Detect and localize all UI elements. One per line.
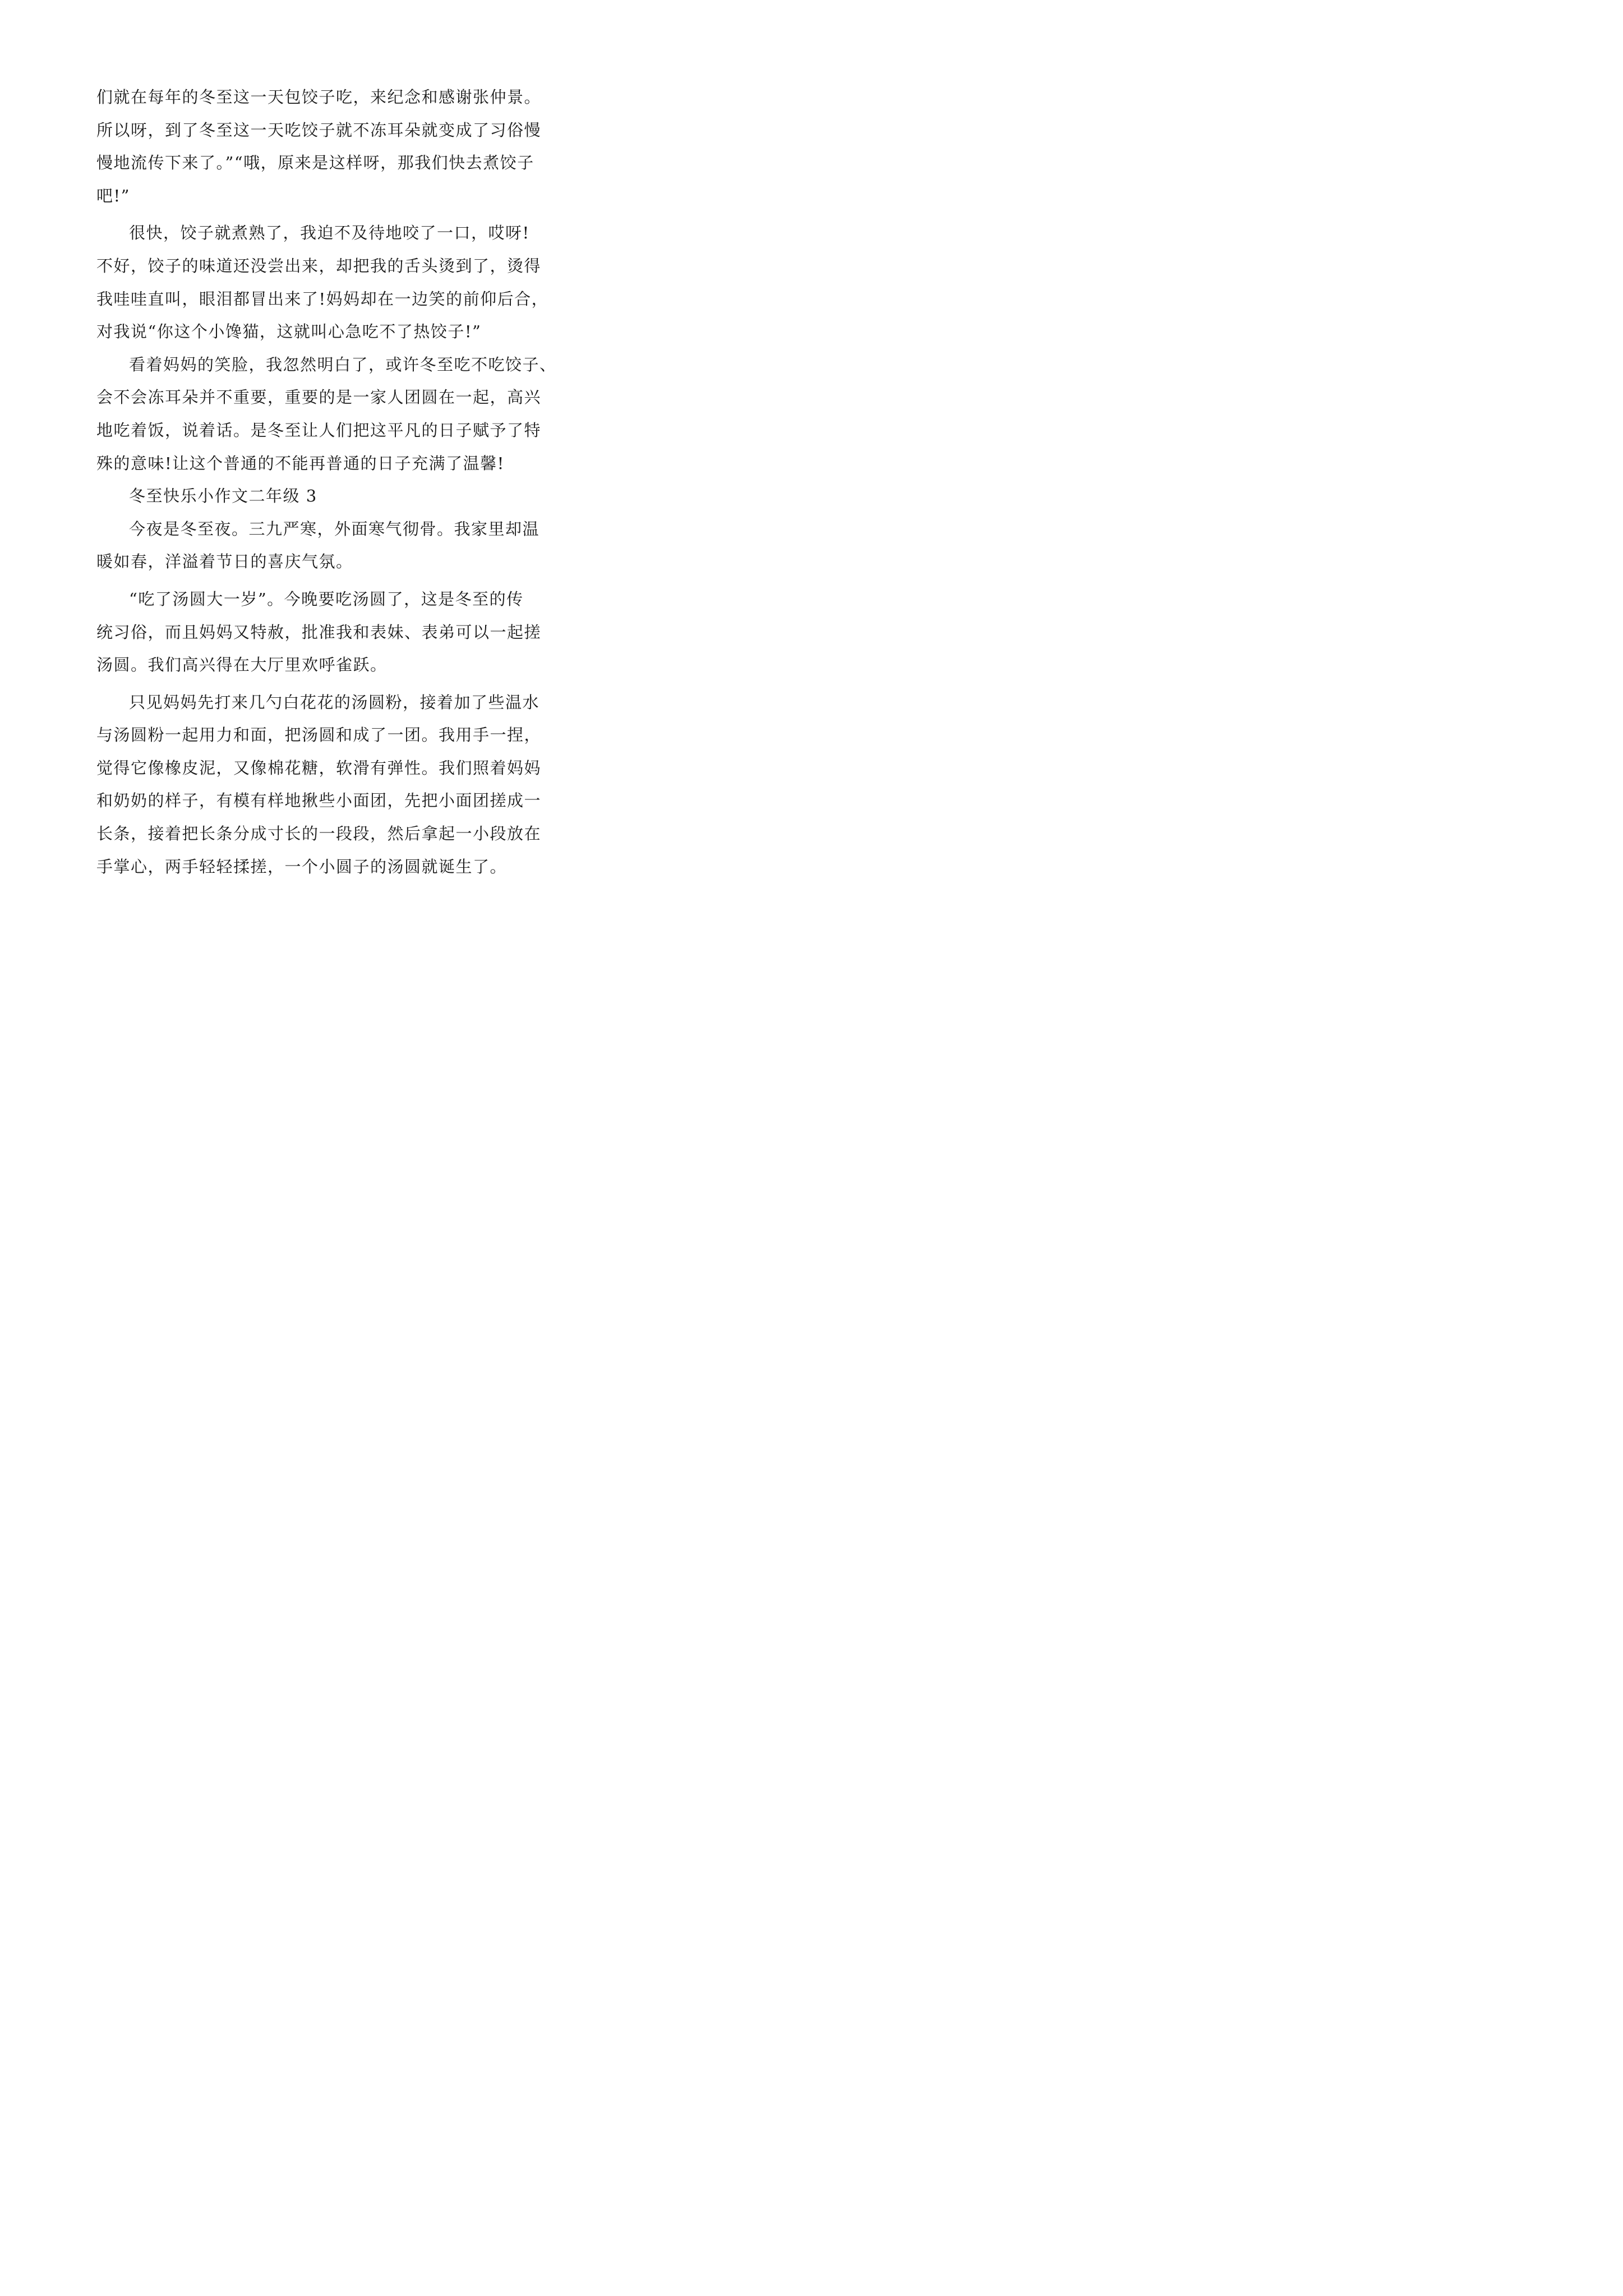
text-line: 会不会冻耳朵并不重要，重要的是一家人团圆在一起，高兴	[96, 388, 542, 407]
text-line: 与汤圆粉一起用力和面，把汤圆和成了一团。我用手一捏，	[96, 725, 542, 745]
section-heading: 冬至快乐小作文二年级 3	[129, 486, 317, 506]
text-line: 长条，接着把长条分成寸长的一段段，然后拿起一小段放在	[96, 824, 542, 844]
text-line: 地吃着饭，说着话。是冬至让人们把这平凡的日子赋予了特	[96, 420, 542, 440]
text-line: 们就在每年的冬至这一天包饺子吃，来纪念和感谢张仲景。	[96, 88, 542, 107]
text-line: 统习俗，而且妈妈又特赦，批准我和表妹、表弟可以一起搓	[96, 622, 542, 642]
text-line: 对我说“你这个小馋猫，这就叫心急吃不了热饺子!”	[96, 322, 482, 342]
document-page	[0, 0, 628, 889]
paragraph-start-line: 看着妈妈的笑脸，我忽然明白了，或许冬至吃不吃饺子、	[129, 355, 557, 374]
text-line: 殊的意味!让这个普通的不能再普通的日子充满了温馨!	[96, 453, 505, 473]
paragraph-start-line: 很快，饺子就煮熟了，我迫不及待地咬了一口，哎呀!	[129, 223, 530, 243]
text-line: 和奶奶的样子，有模有样地揪些小面团，先把小面团搓成一	[96, 791, 542, 811]
document-body	[96, 81, 557, 883]
text-line: 暖如春，洋溢着节日的喜庆气氛。	[96, 552, 353, 572]
text-line: 所以呀，到了冬至这一天吃饺子就不冻耳朵就变成了习俗慢	[96, 120, 542, 140]
text-line: 我哇哇直叫，眼泪都冒出来了!妈妈却在一边笑的前仰后合，	[96, 289, 549, 309]
text-line: 吧!”	[96, 186, 130, 205]
text-line: 汤圆。我们高兴得在大厅里欢呼雀跃。	[96, 655, 388, 675]
paragraph-start-line: “吃了汤圆大一岁”。今晚要吃汤圆了，这是冬至的传	[129, 589, 524, 609]
text-line: 慢地流传下来了。”“哦，原来是这样呀，那我们快去煮饺子	[96, 153, 534, 173]
text-line: 手掌心，两手轻轻揉搓，一个小圆子的汤圆就诞生了。	[96, 857, 508, 876]
paragraph-start-line: 今夜是冬至夜。三九严寒，外面寒气彻骨。我家里却温	[129, 519, 540, 539]
paragraph-start-line: 只见妈妈先打来几勺白花花的汤圆粉，接着加了些温水	[129, 692, 540, 712]
text-line: 觉得它像橡皮泥，又像棉花糖，软滑有弹性。我们照着妈妈	[96, 758, 542, 777]
text-line: 不好，饺子的味道还没尝出来，却把我的舌头烫到了，烫得	[96, 256, 542, 275]
